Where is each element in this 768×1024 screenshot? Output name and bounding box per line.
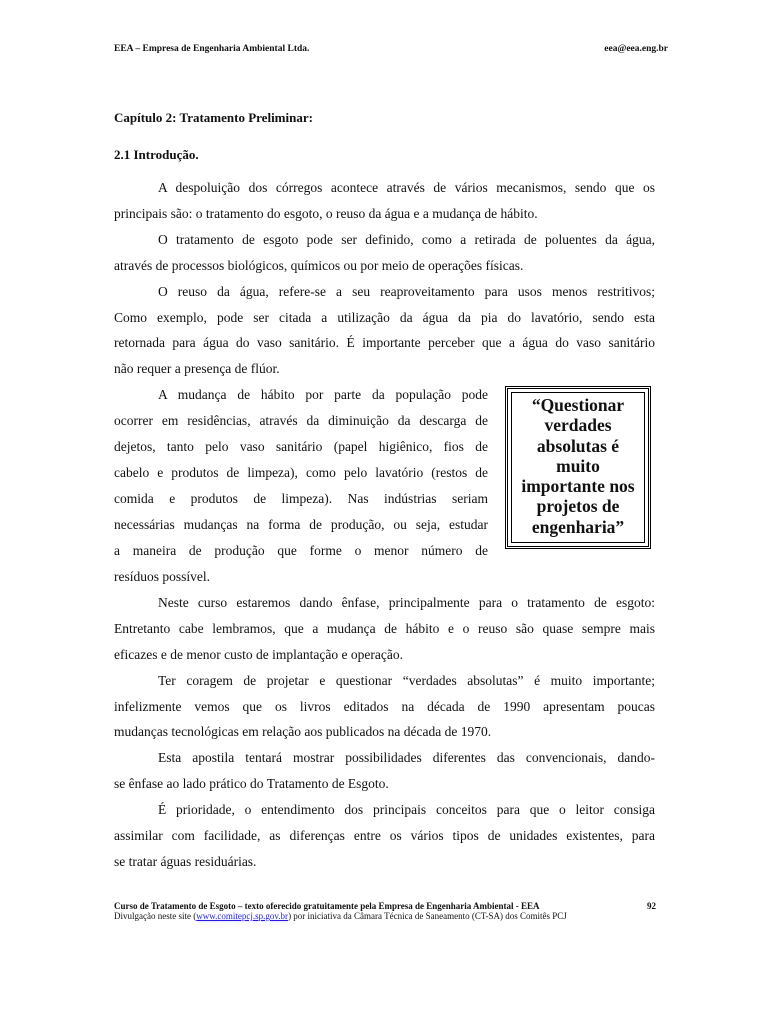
body-line: É prioridade, o entendimento dos principais conceitos para que o leitor consiga [158,802,655,817]
body-line: principais são: o tratamento do esgoto, o reuso da água e a mudança de hábito. [114,206,538,221]
body-line: O tratamento de esgoto pode ser definido, como a retirada de poluentes da água, [158,232,655,247]
body-line: infelizmente vemos que os livros editados na década de 1990 apresentam poucas [114,699,655,714]
body-line: ocorrer em residências, através da diminuição da descarga de [114,413,488,428]
body-line: através de processos biológicos, químicos ou por meio de operações físicas. [114,258,524,273]
body-line: se tratar águas residuárias. [114,854,257,869]
page-number: 92 [647,901,656,911]
quote-text: “Questionar verdades absolutas é muito importante nos projetos de engenharia” [521,395,635,537]
chapter-title: Capítulo 2: Tratamento Preliminar: [114,110,313,125]
body-line: O reuso da água, refere-se a seu reaproveitamento para usos menos restritivos; [158,284,655,299]
body-line: cabelo e produtos de limpeza), como pelo lavatório (restos de [114,465,488,480]
quote-box [505,386,651,549]
footer-site-link[interactable]: www.comitepcj.sp.gov.br [196,911,289,921]
body-line: comida e produtos de limpeza). Nas indústrias seriam [114,491,488,506]
body-line: Neste curso estaremos dando ênfase, principalmente para o tratamento de esgoto: [158,595,655,610]
body-line: A mudança de hábito por parte da população pode [158,387,488,402]
body-line: Entretanto cabe lembramos, que a mudança de hábito e o reuso são quase sempre mais [114,621,655,636]
body-line: assimilar com facilidade, as diferenças entre os vários tipos de unidades existentes, para [114,828,655,843]
body-line: não requer a presença de flúor. [114,361,280,376]
body-line: Esta apostila tentará mostrar possibilidades diferentes das convencionais, dando- [158,750,655,765]
header-email: eea@eea.eng.br [604,44,668,54]
section-title: 2.1 Introdução. [114,147,199,162]
footer-course-line: Curso de Tratamento de Esgoto – texto oferecido gratuitamente pela Empresa de Engenharia Ambiental - EEA [114,901,540,911]
body-line: Como exemplo, pode ser citada a utilização da água da pia do lavatório, sendo esta [114,310,655,325]
body-line: se ênfase ao lado prático do Tratamento de Esgoto. [114,776,389,791]
body-line: Ter coragem de projetar e questionar “verdades absolutas” é muito importante; [158,673,655,688]
body-line: A despoluição dos córregos acontece através de vários mecanismos, sendo que os [158,180,655,195]
body-line: retornada para água do vaso sanitário. É importante perceber que a água do vaso sanitário [114,335,655,350]
body-line: mudanças tecnológicas em relação aos publicados na década de 1970. [114,724,492,739]
header-left: EEA – Empresa de Engenharia Ambiental Ltda. [114,44,310,54]
body-line: dejetos, tanto pelo vaso sanitário (papel higiênico, fios de [114,439,488,454]
body-line: resíduos possível. [114,569,210,584]
footer-credit-line: Divulgação neste site (www.comitepcj.sp.gov.br) por iniciativa da Câmara Técnica de Saneamento (CT-SA) dos Comitês PCJ [114,911,567,921]
body-line: necessárias mudanças na forma de produção, ou seja, estudar [114,517,488,532]
body-line: a maneira de produção que forme o menor número de [114,543,488,558]
body-line: eficazes e de menor custo de implantação e operação. [114,647,403,662]
